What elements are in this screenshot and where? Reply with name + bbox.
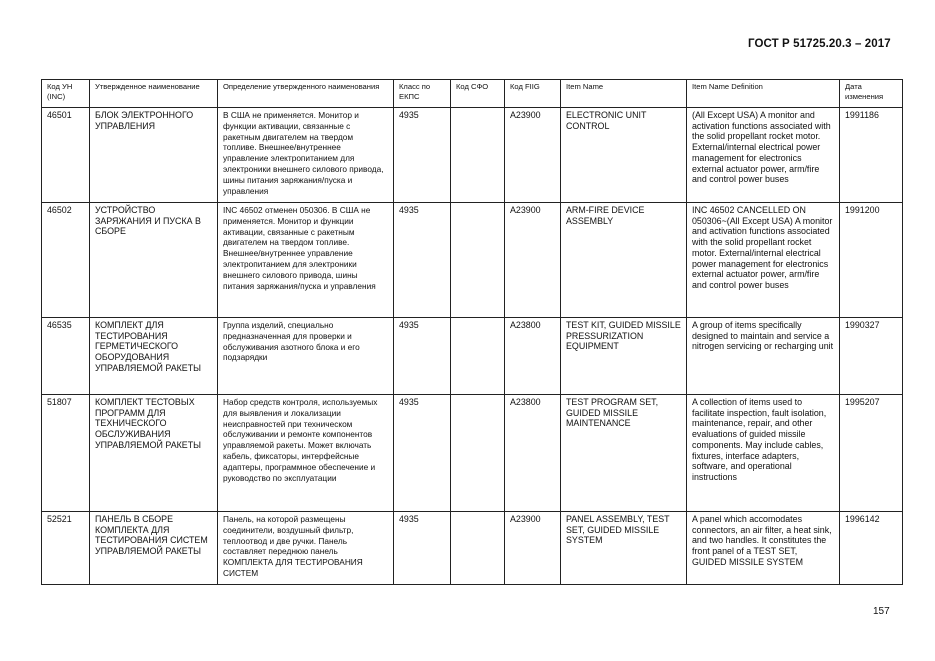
cell-item-name: TEST KIT, GUIDED MISSILE PRESSURIZATION EQUIPMENT xyxy=(561,318,687,395)
cell-item-definition: (All Except USA) A monitor and activation functions associated with the solid propellant rocket motor. External/internal electrical power management for electronics external actuator power, arm/fire and control power buses xyxy=(687,108,840,203)
cell-item-name: TEST PROGRAM SET, GUIDED MISSILE MAINTENANCE xyxy=(561,395,687,512)
column-header-sfo: Код СФО xyxy=(451,80,505,108)
cell-class: 4935 xyxy=(394,203,451,318)
cell-change-date: 1991200 xyxy=(840,203,903,318)
specification-table xyxy=(41,79,903,585)
cell-item-definition: A collection of items used to facilitate inspection, fault isolation, maintenance, repair, and other evaluations of guided missile components. May include cables, fixtures, interface adapters, software, and operational instructions xyxy=(687,395,840,512)
cell-change-date: 1990327 xyxy=(840,318,903,395)
cell-fiig: A23800 xyxy=(505,395,561,512)
column-header-item-name: Item Name xyxy=(561,80,687,108)
cell-inc: 46501 xyxy=(42,108,90,203)
cell-fiig: A23900 xyxy=(505,512,561,585)
table-row xyxy=(42,512,903,585)
cell-definition: Панель, на которой размещены соединители, воздушный фильтр, теплоотвод и две ручки. Панель составляет переднюю панель КОМПЛЕКТА ДЛЯ ТЕСТИРОВАНИЯ СИСТЕМ xyxy=(218,512,394,585)
cell-change-date: 1996142 xyxy=(840,512,903,585)
cell-definition: В США не применяется. Монитор и функции активации, связанные с ракетным двигателем на твердом топливе. Внешнее/внутреннее управление электропитанием для электроники внешнего силового привода, шины питания заряжания/пуска и управления xyxy=(218,108,394,203)
cell-approved-name: ПАНЕЛЬ В СБОРЕ КОМПЛЕКТА ДЛЯ ТЕСТИРОВАНИЯ СИСТЕМ УПРАВЛЯЕМОЙ РАКЕТЫ xyxy=(90,512,218,585)
cell-inc: 51807 xyxy=(42,395,90,512)
page-number: 157 xyxy=(873,606,890,617)
cell-sfo xyxy=(451,203,505,318)
cell-class: 4935 xyxy=(394,108,451,203)
column-header-inc: Код УН (INC) xyxy=(42,80,90,108)
cell-sfo xyxy=(451,395,505,512)
cell-item-definition: A group of items specifically designed to maintain and service a nitrogen servicing or recharging unit xyxy=(687,318,840,395)
cell-approved-name: КОМПЛЕКТ ТЕСТОВЫХ ПРОГРАММ ДЛЯ ТЕХНИЧЕСКОГО ОБСЛУЖИВАНИЯ УПРАВЛЯЕМОЙ РАКЕТЫ xyxy=(90,395,218,512)
cell-inc: 52521 xyxy=(42,512,90,585)
column-header-change-date: Дата изменения xyxy=(840,80,903,108)
cell-class: 4935 xyxy=(394,318,451,395)
column-header-class: Класс по ЕКПС xyxy=(394,80,451,108)
cell-sfo xyxy=(451,318,505,395)
cell-class: 4935 xyxy=(394,395,451,512)
cell-approved-name: КОМПЛЕКТ ДЛЯ ТЕСТИРОВАНИЯ ГЕРМЕТИЧЕСКОГО ОБОРУДОВАНИЯ УПРАВЛЯЕМОЙ РАКЕТЫ xyxy=(90,318,218,395)
cell-inc: 46502 xyxy=(42,203,90,318)
table-row xyxy=(42,108,903,203)
cell-item-name: ELECTRONIC UNIT CONTROL xyxy=(561,108,687,203)
document-code: ГОСТ Р 51725.20.3 – 2017 xyxy=(748,38,891,50)
cell-change-date: 1991186 xyxy=(840,108,903,203)
cell-item-definition: A panel which accomodates connectors, an air filter, a heat sink, and two handles. It constitutes the front panel of a TEST SET, GUIDED MISSILE SYSTEM xyxy=(687,512,840,585)
cell-approved-name: БЛОК ЭЛЕКТРОННОГО УПРАВЛЕНИЯ xyxy=(90,108,218,203)
cell-approved-name: УСТРОЙСТВО ЗАРЯЖАНИЯ И ПУСКА В СБОРЕ xyxy=(90,203,218,318)
table-row xyxy=(42,203,903,318)
column-header-item-definition: Item Name Definition xyxy=(687,80,840,108)
table-row xyxy=(42,395,903,512)
cell-definition: INC 46502 отменен 050306. В США не применяется. Монитор и функции активации, связанные с ракетным двигателем на твердом топливе. Внешнее/внутреннее управление электропитанием для электроники внешнего силового привода, шины питания заряжания/пуска и управления xyxy=(218,203,394,318)
cell-inc: 46535 xyxy=(42,318,90,395)
column-header-definition: Определение утвержденного наименования xyxy=(218,80,394,108)
cell-fiig: A23900 xyxy=(505,108,561,203)
table-row xyxy=(42,318,903,395)
cell-definition: Набор средств контроля, используемых для выявления и локализации неисправностей при техническом обслуживании и ремонте компонентов управляемой ракеты. Может включать кабель, фиксаторы, интерфейсные адаптеры, программное обеспечение и руководство по эксплуатации xyxy=(218,395,394,512)
cell-item-definition: INC 46502 CANCELLED ON 050306~(All Except USA) A monitor and activation functions associated with the solid propellant rocket motor. External/internal electrical power management for electronics external actuator power, arm/fire and control power buses xyxy=(687,203,840,318)
cell-sfo xyxy=(451,108,505,203)
table-header-row xyxy=(42,80,903,108)
cell-fiig: A23800 xyxy=(505,318,561,395)
cell-fiig: A23900 xyxy=(505,203,561,318)
cell-definition: Группа изделий, специально предназначенная для проверки и обслуживания азотного блока и его подзарядки xyxy=(218,318,394,395)
cell-change-date: 1995207 xyxy=(840,395,903,512)
cell-item-name: ARM-FIRE DEVICE ASSEMBLY xyxy=(561,203,687,318)
cell-class: 4935 xyxy=(394,512,451,585)
column-header-fiig: Код FIIG xyxy=(505,80,561,108)
cell-sfo xyxy=(451,512,505,585)
column-header-approved-name: Утвержденное наименование xyxy=(90,80,218,108)
cell-item-name: PANEL ASSEMBLY, TEST SET, GUIDED MISSILE SYSTEM xyxy=(561,512,687,585)
